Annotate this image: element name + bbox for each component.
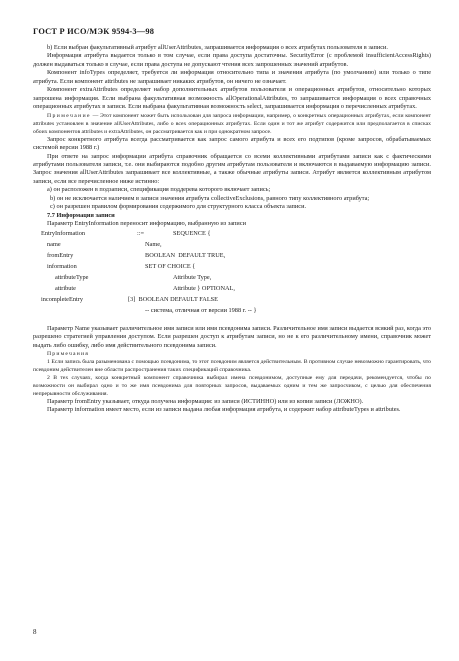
paragraph-subtypes: Запрос конкретного атрибута всегда рассматривается как запрос самого атрибута и всех его подтипов (кроме запросов, обрабатываемых системой версии 1988 г.) <box>33 135 431 152</box>
note-item-1: 1 Если запись была разыменована с помощью псевдонима, то этот псевдоним является действительным. В противном случае невозможно гарантировать, что псевдоним действителен вне области распространения таких спецификаций справочника. <box>33 358 431 373</box>
paragraph-name: Параметр Name указывает различительное имя записи или имя псевдонима записи. Различительное имя записи выдается всякий раз, когда это разрешено стратегией управления доступом. Если разрешен доступ к атрибутам записи, но не к его различительному имени, справочник может выдать либо ошибку, либо имя действительного псевдонима записи. <box>33 324 431 349</box>
section-heading: 7.7 Информация записи <box>47 211 115 219</box>
note-item-2: 2 В тех случаях, когда конкретный компонент справочника выбирал имена псевдонимом, доступные ему для передачи, рекомендуется, чтобы по возможности он выбирал одно и то же имя псевдонима для повторных запросов, выдаваемых одним и тем же запросчиком, с целью для обеспечения непрерывности обслуживания. <box>33 374 431 397</box>
code-token: Name, <box>145 240 162 248</box>
code-token: attribute <box>55 284 76 292</box>
note-1 <box>33 112 431 136</box>
paragraph-collective-attributes: При ответе на запрос информации атрибута справочник обращается со всеми коллективными атрибутами записи как с фактическими атрибутами пользователя записи, т.е. они выбираются подобно другим атрибутам пользователя и включаются в выдаваемую информацию записи. Запрос значения allUserAttributes запрашивает все коллективные, а также обычные атрибуты записи. Атрибут является коллективным атрибутом записи, если все перечисленное ниже истинно: <box>33 152 431 185</box>
code-token: BOOLEAN DEFAULT TRUE, <box>145 251 226 259</box>
code-token: fromEntry <box>47 251 74 259</box>
paragraph-extra-attributes: Компонент extraAttributes определяет набор дополнительных атрибутов пользователя и операционных атрибутов, относительно которых запрошена информация. Если выбрана факультативная возможность allOperationalAttributes, то запрашивается информация о всех справочных операционных атрибутах в записи. Если выбрана факультативная возможность select, запрашивается информация о перечисленных атрибутах. <box>33 86 431 111</box>
code-token: Attribute Type, <box>173 273 212 281</box>
code-token: attributeType <box>55 273 89 281</box>
code-token: ::= <box>137 229 145 237</box>
code-token: EntryInformation <box>41 229 86 237</box>
asn1-code-block <box>33 230 431 324</box>
list-item-c: c) он разрешен правилом формирования содержимого для структурного класса объекта записи. <box>50 203 307 211</box>
code-token: name <box>47 240 61 248</box>
note-text: — Этот компонент может быть использован для запроса информации, например, о конкретных операционных атрибутах, если компонент attributes установлен в значение allUserAttributes, либо о всех операционных атрибутах. Если один и тот же атрибут содержится или предполагается в списках обоих компонентов attributes и extraAttributes, он рассматривается как и при однократном запросе. <box>33 112 431 135</box>
code-token: SEQUENCE { <box>173 229 211 237</box>
document-header: ГОСТ Р ИСО/МЭК 9594-3—98 <box>33 27 155 36</box>
code-token: information <box>47 262 77 270</box>
code-comment: -- система, отличная от версии 1988 г. -- } <box>145 306 257 314</box>
paragraph-access-rights: Информация атрибута выдается только в том случае, если права доступа достаточны. SecurityError (с проблемой insufficientAccessRights) должен выдаваться только в случае, если права доступа не допускают чтения всех запрошенных значений атрибутов. <box>33 52 431 68</box>
code-token: Attribute } OPTIONAL, <box>173 284 235 292</box>
list-item-b2: b) он не исключается наличием в записи значения атрибута collectiveExclusions, равного типу коллективного атрибута; <box>50 194 370 202</box>
paragraph-entryinformation: Параметр EntryInformation переносит информацию, выбранную из записи <box>47 220 246 228</box>
paragraph-information: Параметр information имеет место, если из записи выдана любая информация атрибута, и содержит набор attributeTypes и attributes. <box>47 406 401 414</box>
note-label: Примечание <box>47 112 91 119</box>
paragraph-infotypes: Компонент infoTypes определяет, требуется ли информация относительно типа и значения атрибута (по умолчанию) или только о типе атрибута. Если компонент attributes не запрашивает никаких атрибутов, он ничего не означает. <box>33 69 431 85</box>
code-token: SET OF CHOICE { <box>145 262 196 270</box>
notes-label: Примечания <box>47 350 90 357</box>
page-number: 8 <box>33 628 37 636</box>
code-token: [3] BOOLEAN DEFAULT FALSE <box>128 295 219 303</box>
list-item-b: b) Если выбран факультативный атрибут allUserAttributes, запрашивается информация о всех атрибутах пользователя в записи. <box>47 44 388 51</box>
code-token: incompleteEntry <box>41 295 83 303</box>
page-body <box>33 44 431 415</box>
list-item-a: a) он расположен в подзаписи, спецификация поддерева которого включает запись; <box>47 186 271 194</box>
paragraph-fromentry: Параметр fromEntry указывает, откуда получена информация: из записи (ИСТИННО) или из копии записи (ЛОЖНО). <box>47 397 364 405</box>
